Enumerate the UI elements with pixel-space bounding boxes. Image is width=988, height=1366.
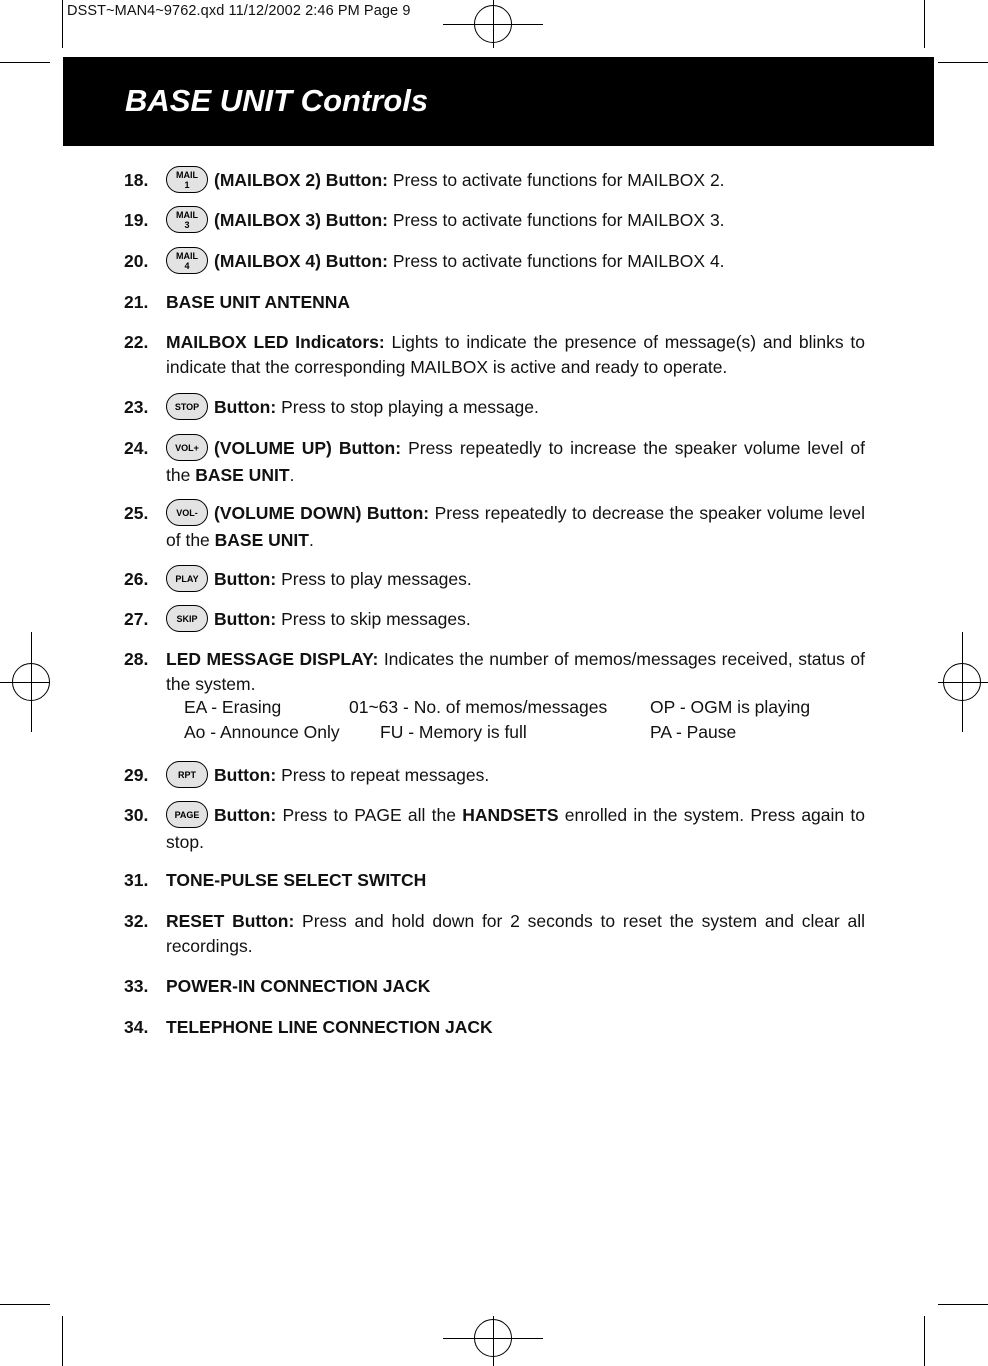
list-item [124, 647, 865, 697]
crop-mark [938, 1304, 988, 1305]
mailbox-3-button-icon: MAIL 3 [166, 206, 208, 233]
item-label: LED MESSAGE DISPLAY: [166, 649, 379, 669]
mailbox-4-button-icon: MAIL 4 [166, 247, 208, 274]
item-text: Press to stop playing a message. [276, 397, 539, 418]
crop-mark [0, 62, 50, 63]
item-text: Press to skip messages. [276, 609, 471, 630]
item-label: RESET Button: [166, 911, 295, 931]
item-number: 23. [124, 397, 149, 417]
item-body [166, 607, 865, 634]
item-label: MAILBOX LED Indicators: [166, 332, 385, 352]
item-text: Press repeatedly to increase the speaker volume level of the [166, 438, 865, 485]
item-body [166, 1015, 865, 1040]
item-body: PAGE Button: Press to PAGE all the HANDSETS enrolled in the system. Press again to stop. [166, 803, 865, 855]
legend-memory-full: FU - Memory is full [380, 722, 527, 742]
item-number: 31. [124, 870, 149, 890]
list-item [124, 803, 865, 855]
list-item [124, 909, 865, 959]
item-bold-text: BASE UNIT [214, 530, 309, 550]
item-label: POWER-IN CONNECTION JACK [166, 976, 431, 996]
item-text: Press to activate functions for MAILBOX 3. [388, 210, 725, 231]
item-text: Press to activate functions for MAILBOX 4. [388, 251, 725, 272]
item-body [166, 290, 865, 315]
list-item [124, 868, 865, 893]
item-body: VOL- (VOLUME DOWN) Button: Press repeatedly to decrease the speaker volume level of the BASE UNIT. [166, 501, 865, 553]
item-text: Indicates the number of memos/messages received, status of the system. [166, 649, 865, 694]
item-number: 26. [124, 569, 149, 589]
list-item [124, 567, 865, 594]
item-text: Press to PAGE all the [276, 805, 463, 826]
legend-erasing: EA - Erasing [184, 697, 282, 717]
item-number: 20. [124, 251, 149, 271]
item-label: (VOLUME UP) Button: [214, 438, 402, 459]
page-button-icon: PAGE [166, 801, 208, 828]
item-body [166, 208, 865, 235]
legend-memos-count: 01~63 - No. of memos/messages [349, 697, 608, 717]
item-body [166, 330, 865, 380]
item-label: (MAILBOX 2) Button: [214, 170, 388, 191]
item-body [166, 249, 865, 276]
item-body [166, 868, 865, 893]
list-item [124, 607, 865, 634]
item-number: 18. [124, 170, 149, 190]
registration-mark [943, 663, 981, 701]
page-title: BASE UNIT Controls [125, 83, 429, 118]
item-label: TELEPHONE LINE CONNECTION JACK [166, 1017, 493, 1037]
item-label: Button: [214, 805, 277, 826]
list-item [124, 290, 865, 315]
item-text: Press and hold down for 2 seconds to reset the system and clear all recordings. [166, 911, 865, 956]
file-header: DSST~MAN4~9762.qxd 11/12/2002 2:46 PM Page 9 [67, 3, 411, 19]
item-label: (MAILBOX 4) Button: [214, 251, 388, 272]
volume-up-button-icon: VOL+ [166, 434, 208, 461]
item-body [166, 395, 865, 422]
registration-mark [12, 663, 50, 701]
item-label: TONE-PULSE SELECT SWITCH [166, 870, 427, 890]
item-body [166, 974, 865, 999]
list-item [124, 1015, 865, 1040]
crop-mark [62, 0, 63, 48]
list-item [124, 974, 865, 999]
list-item [124, 763, 865, 790]
crop-mark [62, 1316, 63, 1366]
list-item [124, 330, 865, 380]
section-banner [63, 57, 934, 146]
item-number: 19. [124, 210, 149, 230]
item-number: 29. [124, 765, 149, 785]
list-item [124, 249, 865, 276]
repeat-button-icon: RPT [166, 761, 208, 788]
item-number: 24. [124, 438, 149, 458]
item-number: 21. [124, 292, 149, 312]
item-label: Button: [214, 397, 277, 418]
legend-ogm-playing: OP - OGM is playing [650, 697, 811, 717]
item-number: 33. [124, 976, 149, 996]
item-label: BASE UNIT ANTENNA [166, 292, 351, 312]
item-text: Press to activate functions for MAILBOX 2. [388, 170, 725, 191]
mailbox-2-button-icon: MAIL 1 [166, 166, 208, 193]
play-button-icon: PLAY [166, 565, 208, 592]
crop-mark [938, 62, 988, 63]
item-label: Button: [214, 765, 277, 786]
legend-pause: PA - Pause [650, 722, 737, 742]
legend-announce-only: Ao - Announce Only [184, 722, 340, 742]
item-number: 27. [124, 609, 149, 629]
item-body [166, 909, 865, 959]
item-label: (MAILBOX 3) Button: [214, 210, 388, 231]
item-number: 22. [124, 332, 149, 352]
item-body [166, 168, 865, 195]
item-body [166, 763, 865, 790]
list-item [124, 168, 865, 195]
list-item [124, 436, 865, 488]
item-body [166, 567, 865, 594]
item-label: Button: [214, 609, 277, 630]
item-body [166, 647, 865, 697]
item-number: 30. [124, 805, 149, 825]
item-bold-text: HANDSETS [462, 805, 559, 826]
stop-button-icon: STOP [166, 393, 208, 420]
item-number: 28. [124, 649, 149, 669]
item-bold-text: BASE UNIT [195, 465, 290, 485]
crop-mark [0, 1304, 50, 1305]
item-number: 25. [124, 503, 149, 523]
item-body: VOL+ (VOLUME UP) Button: Press repeatedly to increase the speaker volume level of the BASE UNIT. [166, 436, 865, 488]
skip-button-icon: SKIP [166, 605, 208, 632]
item-number: 34. [124, 1017, 149, 1037]
list-item [124, 208, 865, 235]
list-item [124, 395, 865, 422]
registration-mark [474, 1319, 512, 1357]
item-text: Press to play messages. [276, 569, 472, 590]
item-text: Press to repeat messages. [276, 765, 490, 786]
item-label: (VOLUME DOWN) Button: [214, 503, 430, 524]
volume-down-button-icon: VOL- [166, 499, 208, 526]
item-text: Lights to indicate the presence of message(s) and blinks to indicate that the corresponding MAILBOX is active and ready to operate. [166, 332, 866, 377]
list-item [124, 501, 865, 553]
item-text: Press repeatedly to decrease the speaker volume level of the [166, 503, 865, 550]
crop-mark [924, 0, 925, 48]
item-number: 32. [124, 911, 149, 931]
registration-mark [474, 5, 512, 43]
item-label: Button: [214, 569, 277, 590]
crop-mark [924, 1316, 925, 1366]
